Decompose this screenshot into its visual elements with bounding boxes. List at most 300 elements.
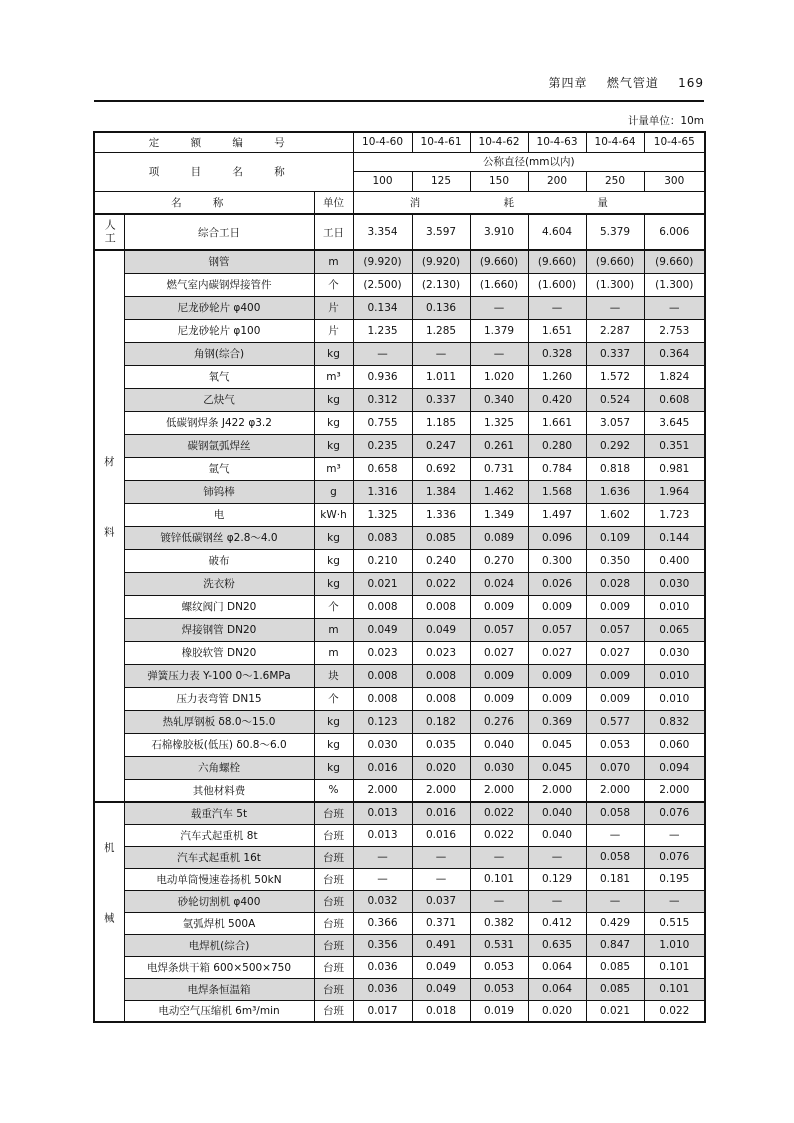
item-name: 低碳钢焊条 J422 φ3.2 bbox=[124, 411, 314, 434]
quota-table bbox=[93, 131, 706, 1023]
value-cell: 2.287 bbox=[586, 319, 644, 342]
value-cell: 0.755 bbox=[353, 411, 412, 434]
value-cell: 0.024 bbox=[470, 572, 528, 595]
table-row bbox=[94, 549, 705, 572]
item-unit: m bbox=[314, 250, 353, 273]
value-cell: 0.412 bbox=[528, 912, 586, 934]
value-cell: 1.384 bbox=[412, 480, 470, 503]
value-cell: 0.328 bbox=[528, 342, 586, 365]
value-cell: 0.247 bbox=[412, 434, 470, 457]
code-cell: 10-4-65 bbox=[644, 132, 705, 152]
item-unit: 台班 bbox=[314, 824, 353, 846]
value-cell: 3.910 bbox=[470, 214, 528, 250]
value-cell: — bbox=[528, 846, 586, 868]
value-cell: 0.017 bbox=[353, 1000, 412, 1022]
value-cell: 0.577 bbox=[586, 710, 644, 733]
value-cell: 0.009 bbox=[470, 595, 528, 618]
value-cell: 1.260 bbox=[528, 365, 586, 388]
value-cell: 1.568 bbox=[528, 480, 586, 503]
item-name: 乙炔气 bbox=[124, 388, 314, 411]
item-unit: 台班 bbox=[314, 802, 353, 824]
header-text bbox=[549, 74, 704, 91]
value-cell: 0.009 bbox=[586, 595, 644, 618]
value-cell: 0.021 bbox=[353, 572, 412, 595]
item-name: 电焊条烘干箱 600×500×750 bbox=[124, 956, 314, 978]
value-cell: 0.008 bbox=[412, 595, 470, 618]
item-unit: 块 bbox=[314, 664, 353, 687]
value-cell: — bbox=[470, 296, 528, 319]
value-cell: 0.070 bbox=[586, 756, 644, 779]
dn-label-row bbox=[94, 152, 705, 171]
value-cell: 0.009 bbox=[470, 687, 528, 710]
value-cell: 0.045 bbox=[528, 733, 586, 756]
value-cell: 3.354 bbox=[353, 214, 412, 250]
value-cell: 1.651 bbox=[528, 319, 586, 342]
value-cell: 2.000 bbox=[412, 779, 470, 802]
value-cell: 1.602 bbox=[586, 503, 644, 526]
item-name: 氩弧焊机 500A bbox=[124, 912, 314, 934]
value-cell: 0.019 bbox=[470, 1000, 528, 1022]
value-cell: — bbox=[470, 890, 528, 912]
value-cell: 0.515 bbox=[644, 912, 705, 934]
table-row bbox=[94, 802, 705, 824]
item-name: 钢管 bbox=[124, 250, 314, 273]
value-cell: 2.753 bbox=[644, 319, 705, 342]
value-cell: 1.497 bbox=[528, 503, 586, 526]
value-cell: 2.000 bbox=[470, 779, 528, 802]
item-name: 铈钨棒 bbox=[124, 480, 314, 503]
item-name: 电 bbox=[124, 503, 314, 526]
value-cell: 0.420 bbox=[528, 388, 586, 411]
value-cell: 0.818 bbox=[586, 457, 644, 480]
table-row bbox=[94, 411, 705, 434]
value-cell: 0.300 bbox=[528, 549, 586, 572]
table-row bbox=[94, 214, 705, 250]
value-cell: 0.181 bbox=[586, 868, 644, 890]
value-cell: 0.064 bbox=[528, 978, 586, 1000]
value-cell: 1.325 bbox=[353, 503, 412, 526]
value-cell: (1.300) bbox=[586, 273, 644, 296]
value-cell: — bbox=[353, 868, 412, 890]
value-cell: 0.030 bbox=[644, 572, 705, 595]
value-cell: 1.011 bbox=[412, 365, 470, 388]
value-cell: 0.009 bbox=[586, 687, 644, 710]
value-cell: 0.658 bbox=[353, 457, 412, 480]
value-cell: 2.000 bbox=[353, 779, 412, 802]
value-cell: — bbox=[412, 342, 470, 365]
item-unit: m³ bbox=[314, 365, 353, 388]
item-name: 角钢(综合) bbox=[124, 342, 314, 365]
item-name: 氧气 bbox=[124, 365, 314, 388]
value-cell: 0.022 bbox=[470, 824, 528, 846]
value-cell: 0.057 bbox=[528, 618, 586, 641]
item-unit: 个 bbox=[314, 273, 353, 296]
value-cell: 0.083 bbox=[353, 526, 412, 549]
value-cell: 0.096 bbox=[528, 526, 586, 549]
table-row bbox=[94, 846, 705, 868]
item-unit: m bbox=[314, 641, 353, 664]
value-cell: 0.020 bbox=[412, 756, 470, 779]
value-cell: 0.009 bbox=[586, 664, 644, 687]
item-name: 焊接钢管 DN20 bbox=[124, 618, 314, 641]
col-consumption-header: 消 耗 量 bbox=[353, 191, 705, 214]
value-cell: 0.276 bbox=[470, 710, 528, 733]
section-title: 燃气管道 bbox=[606, 76, 659, 90]
value-cell: 0.036 bbox=[353, 978, 412, 1000]
item-name: 尼龙砂轮片 φ100 bbox=[124, 319, 314, 342]
value-cell: 3.057 bbox=[586, 411, 644, 434]
value-cell: 1.235 bbox=[353, 319, 412, 342]
table-row bbox=[94, 1000, 705, 1022]
code-row bbox=[94, 132, 705, 152]
value-cell: 0.028 bbox=[586, 572, 644, 595]
table-row bbox=[94, 779, 705, 802]
value-cell: 0.022 bbox=[644, 1000, 705, 1022]
table-row bbox=[94, 733, 705, 756]
value-cell: 0.040 bbox=[528, 802, 586, 824]
table-row bbox=[94, 824, 705, 846]
value-cell: 0.235 bbox=[353, 434, 412, 457]
item-name: 汽车式起重机 16t bbox=[124, 846, 314, 868]
table-row bbox=[94, 526, 705, 549]
item-name: 螺纹阀门 DN20 bbox=[124, 595, 314, 618]
value-cell: 1.379 bbox=[470, 319, 528, 342]
value-cell: 0.008 bbox=[353, 595, 412, 618]
value-cell: 0.101 bbox=[644, 956, 705, 978]
value-cell: 0.366 bbox=[353, 912, 412, 934]
table-row bbox=[94, 687, 705, 710]
item-unit: 台班 bbox=[314, 934, 353, 956]
item-name: 综合工日 bbox=[124, 214, 314, 250]
value-cell: — bbox=[470, 342, 528, 365]
item-unit: m³ bbox=[314, 457, 353, 480]
value-cell: 1.325 bbox=[470, 411, 528, 434]
value-cell: 0.022 bbox=[412, 572, 470, 595]
value-cell: — bbox=[586, 890, 644, 912]
value-cell: 0.036 bbox=[353, 956, 412, 978]
value-cell: 1.964 bbox=[644, 480, 705, 503]
category-label: 材料 bbox=[94, 250, 124, 802]
table-row bbox=[94, 756, 705, 779]
table-row bbox=[94, 342, 705, 365]
diameter-cell: 250 bbox=[586, 171, 644, 191]
value-cell: 1.349 bbox=[470, 503, 528, 526]
value-cell: 0.026 bbox=[528, 572, 586, 595]
value-cell: 1.572 bbox=[586, 365, 644, 388]
value-cell: — bbox=[528, 890, 586, 912]
value-cell: 0.364 bbox=[644, 342, 705, 365]
value-cell: — bbox=[412, 868, 470, 890]
diameter-cell: 150 bbox=[470, 171, 528, 191]
value-cell: 0.076 bbox=[644, 846, 705, 868]
value-cell: 6.006 bbox=[644, 214, 705, 250]
item-name: 六角螺栓 bbox=[124, 756, 314, 779]
table-row bbox=[94, 664, 705, 687]
table-row bbox=[94, 503, 705, 526]
value-cell: 0.027 bbox=[470, 641, 528, 664]
value-cell: 1.010 bbox=[644, 934, 705, 956]
item-unit: kg bbox=[314, 549, 353, 572]
item-name: 破布 bbox=[124, 549, 314, 572]
value-cell: 0.524 bbox=[586, 388, 644, 411]
table-row bbox=[94, 956, 705, 978]
value-cell: — bbox=[644, 824, 705, 846]
value-cell: 0.261 bbox=[470, 434, 528, 457]
table-row bbox=[94, 434, 705, 457]
value-cell: 0.085 bbox=[412, 526, 470, 549]
value-cell: 0.635 bbox=[528, 934, 586, 956]
column-header-row bbox=[94, 191, 705, 214]
item-unit: kg bbox=[314, 411, 353, 434]
item-unit: 台班 bbox=[314, 1000, 353, 1022]
item-name: 石棉橡胶板(低压) δ0.8～6.0 bbox=[124, 733, 314, 756]
value-cell: 0.531 bbox=[470, 934, 528, 956]
item-unit: % bbox=[314, 779, 353, 802]
value-cell: 0.010 bbox=[644, 595, 705, 618]
value-cell: 0.057 bbox=[470, 618, 528, 641]
diameter-cell: 200 bbox=[528, 171, 586, 191]
value-cell: (9.660) bbox=[644, 250, 705, 273]
value-cell: 0.027 bbox=[528, 641, 586, 664]
value-cell: 0.312 bbox=[353, 388, 412, 411]
table-row bbox=[94, 710, 705, 733]
code-label: 定 额 编 号 bbox=[94, 132, 353, 152]
value-cell: 0.340 bbox=[470, 388, 528, 411]
value-cell: 0.847 bbox=[586, 934, 644, 956]
item-unit: 台班 bbox=[314, 890, 353, 912]
value-cell: 0.134 bbox=[353, 296, 412, 319]
value-cell: 0.270 bbox=[470, 549, 528, 572]
value-cell: (9.660) bbox=[528, 250, 586, 273]
table-row bbox=[94, 912, 705, 934]
value-cell: 0.608 bbox=[644, 388, 705, 411]
value-cell: (2.130) bbox=[412, 273, 470, 296]
value-cell: 3.597 bbox=[412, 214, 470, 250]
diameter-cell: 300 bbox=[644, 171, 705, 191]
value-cell: 0.010 bbox=[644, 687, 705, 710]
value-cell: 1.723 bbox=[644, 503, 705, 526]
page-header bbox=[94, 72, 704, 102]
code-cell: 10-4-64 bbox=[586, 132, 644, 152]
item-unit: kg bbox=[314, 572, 353, 595]
value-cell: 0.009 bbox=[470, 664, 528, 687]
code-cell: 10-4-62 bbox=[470, 132, 528, 152]
value-cell: 0.018 bbox=[412, 1000, 470, 1022]
item-unit: kg bbox=[314, 388, 353, 411]
value-cell: 0.065 bbox=[644, 618, 705, 641]
category-label: 机械 bbox=[94, 802, 124, 1022]
value-cell: 0.981 bbox=[644, 457, 705, 480]
table-row bbox=[94, 890, 705, 912]
item-unit: 个 bbox=[314, 687, 353, 710]
value-cell: 0.064 bbox=[528, 956, 586, 978]
item-name: 尼龙砂轮片 φ400 bbox=[124, 296, 314, 319]
value-cell: 0.240 bbox=[412, 549, 470, 572]
item-name: 砂轮切割机 φ400 bbox=[124, 890, 314, 912]
value-cell: (2.500) bbox=[353, 273, 412, 296]
value-cell: 0.182 bbox=[412, 710, 470, 733]
diameter-cell: 100 bbox=[353, 171, 412, 191]
value-cell: 0.371 bbox=[412, 912, 470, 934]
value-cell: — bbox=[412, 846, 470, 868]
value-cell: 0.008 bbox=[353, 687, 412, 710]
value-cell: 1.462 bbox=[470, 480, 528, 503]
value-cell: 2.000 bbox=[644, 779, 705, 802]
item-label: 项 目 名 称 bbox=[94, 152, 353, 191]
item-unit: 片 bbox=[314, 296, 353, 319]
value-cell: 0.832 bbox=[644, 710, 705, 733]
value-cell: 0.089 bbox=[470, 526, 528, 549]
item-name: 橡胶软管 DN20 bbox=[124, 641, 314, 664]
item-name: 电焊条恒温箱 bbox=[124, 978, 314, 1000]
value-cell: — bbox=[528, 296, 586, 319]
value-cell: 0.030 bbox=[353, 733, 412, 756]
table-row bbox=[94, 978, 705, 1000]
value-cell: 1.020 bbox=[470, 365, 528, 388]
value-cell: 0.045 bbox=[528, 756, 586, 779]
item-unit: 台班 bbox=[314, 868, 353, 890]
item-name: 镀锌低碳钢丝 φ2.8～4.0 bbox=[124, 526, 314, 549]
col-unit-header: 单位 bbox=[314, 191, 353, 214]
item-unit: kg bbox=[314, 434, 353, 457]
value-cell: 2.000 bbox=[528, 779, 586, 802]
value-cell: 0.144 bbox=[644, 526, 705, 549]
value-cell: 0.382 bbox=[470, 912, 528, 934]
table-row bbox=[94, 618, 705, 641]
col-name-header: 名 称 bbox=[94, 191, 314, 214]
value-cell: 0.337 bbox=[586, 342, 644, 365]
value-cell: 0.049 bbox=[353, 618, 412, 641]
value-cell: 0.009 bbox=[528, 687, 586, 710]
value-cell: 1.316 bbox=[353, 480, 412, 503]
table-row bbox=[94, 572, 705, 595]
value-cell: 0.101 bbox=[470, 868, 528, 890]
value-cell: 0.049 bbox=[412, 978, 470, 1000]
value-cell: 0.094 bbox=[644, 756, 705, 779]
unit-note: 计量单位：10m bbox=[627, 115, 704, 127]
table-row bbox=[94, 365, 705, 388]
table-row bbox=[94, 480, 705, 503]
value-cell: 0.101 bbox=[644, 978, 705, 1000]
value-cell: 0.053 bbox=[470, 978, 528, 1000]
value-cell: (9.920) bbox=[412, 250, 470, 273]
value-cell: 0.356 bbox=[353, 934, 412, 956]
value-cell: 0.337 bbox=[412, 388, 470, 411]
value-cell: 0.030 bbox=[470, 756, 528, 779]
table-row bbox=[94, 388, 705, 411]
code-cell: 10-4-61 bbox=[412, 132, 470, 152]
item-name: 氩气 bbox=[124, 457, 314, 480]
value-cell: 0.053 bbox=[470, 956, 528, 978]
value-cell: 0.280 bbox=[528, 434, 586, 457]
value-cell: 0.936 bbox=[353, 365, 412, 388]
value-cell: 5.379 bbox=[586, 214, 644, 250]
value-cell: 0.035 bbox=[412, 733, 470, 756]
value-cell: 1.661 bbox=[528, 411, 586, 434]
item-unit: kW·h bbox=[314, 503, 353, 526]
value-cell: 0.008 bbox=[412, 664, 470, 687]
item-name: 热轧厚钢板 δ8.0～15.0 bbox=[124, 710, 314, 733]
item-unit: kg bbox=[314, 756, 353, 779]
value-cell: 2.000 bbox=[586, 779, 644, 802]
value-cell: 0.049 bbox=[412, 618, 470, 641]
value-cell: 0.013 bbox=[353, 824, 412, 846]
item-unit: kg bbox=[314, 710, 353, 733]
value-cell: 0.692 bbox=[412, 457, 470, 480]
value-cell: (9.660) bbox=[586, 250, 644, 273]
item-name: 燃气室内碳钢焊接管件 bbox=[124, 273, 314, 296]
table-row bbox=[94, 296, 705, 319]
item-name: 洗衣粉 bbox=[124, 572, 314, 595]
value-cell: 0.351 bbox=[644, 434, 705, 457]
value-cell: 0.369 bbox=[528, 710, 586, 733]
item-unit: 台班 bbox=[314, 912, 353, 934]
value-cell: 0.058 bbox=[586, 846, 644, 868]
item-unit: 台班 bbox=[314, 978, 353, 1000]
value-cell: 0.022 bbox=[470, 802, 528, 824]
value-cell: 1.636 bbox=[586, 480, 644, 503]
table-row bbox=[94, 934, 705, 956]
value-cell: 0.023 bbox=[412, 641, 470, 664]
diameter-cell: 125 bbox=[412, 171, 470, 191]
value-cell: 0.049 bbox=[412, 956, 470, 978]
value-cell: 0.027 bbox=[586, 641, 644, 664]
table-row bbox=[94, 868, 705, 890]
value-cell: 3.645 bbox=[644, 411, 705, 434]
item-unit: 台班 bbox=[314, 956, 353, 978]
item-name: 电动空气压缩机 6m³/min bbox=[124, 1000, 314, 1022]
table-row bbox=[94, 641, 705, 664]
value-cell: (9.920) bbox=[353, 250, 412, 273]
value-cell: 0.784 bbox=[528, 457, 586, 480]
value-cell: 0.400 bbox=[644, 549, 705, 572]
value-cell: 0.040 bbox=[528, 824, 586, 846]
value-cell: 0.350 bbox=[586, 549, 644, 572]
page-number: 169 bbox=[678, 76, 704, 90]
chapter-label: 第四章 bbox=[548, 76, 588, 90]
table-row bbox=[94, 595, 705, 618]
value-cell: 0.429 bbox=[586, 912, 644, 934]
item-name: 载重汽车 5t bbox=[124, 802, 314, 824]
value-cell: 0.731 bbox=[470, 457, 528, 480]
value-cell: — bbox=[586, 824, 644, 846]
value-cell: (1.300) bbox=[644, 273, 705, 296]
value-cell: (9.660) bbox=[470, 250, 528, 273]
item-unit: 个 bbox=[314, 595, 353, 618]
value-cell: 1.336 bbox=[412, 503, 470, 526]
value-cell: 0.023 bbox=[353, 641, 412, 664]
value-cell: 0.292 bbox=[586, 434, 644, 457]
value-cell: — bbox=[470, 846, 528, 868]
value-cell: — bbox=[644, 890, 705, 912]
value-cell: 0.076 bbox=[644, 802, 705, 824]
value-cell: 1.285 bbox=[412, 319, 470, 342]
code-cell: 10-4-63 bbox=[528, 132, 586, 152]
value-cell: — bbox=[353, 342, 412, 365]
value-cell: 0.210 bbox=[353, 549, 412, 572]
value-cell: — bbox=[586, 296, 644, 319]
value-cell: 0.008 bbox=[412, 687, 470, 710]
table-row bbox=[94, 319, 705, 342]
value-cell: 0.060 bbox=[644, 733, 705, 756]
value-cell: (1.600) bbox=[528, 273, 586, 296]
value-cell: 0.009 bbox=[528, 595, 586, 618]
item-name: 其他材料费 bbox=[124, 779, 314, 802]
item-unit: 工日 bbox=[314, 214, 353, 250]
value-cell: — bbox=[644, 296, 705, 319]
value-cell: 0.085 bbox=[586, 978, 644, 1000]
item-unit: 片 bbox=[314, 319, 353, 342]
